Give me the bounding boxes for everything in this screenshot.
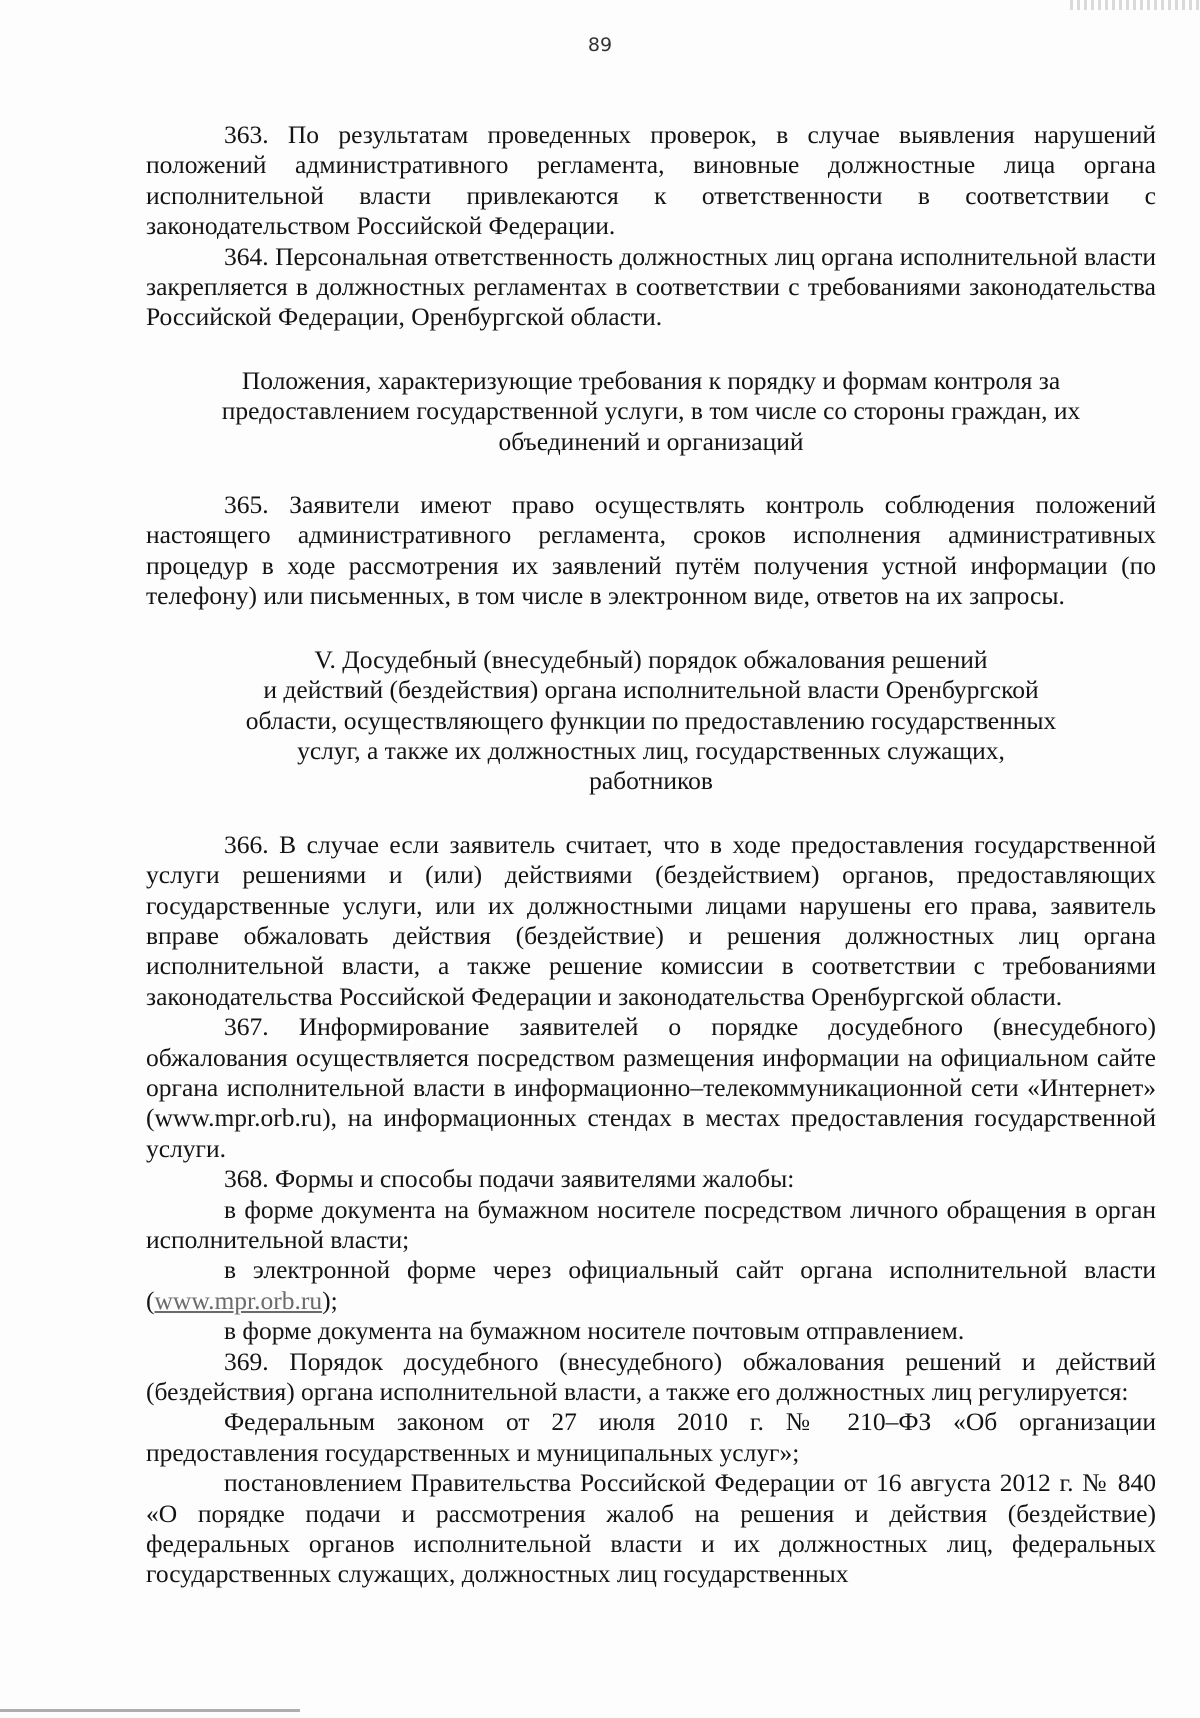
paragraph-368-postal-form: в форме документа на бумажном носителе почтовым отправлением. (224, 1316, 965, 1346)
paren-close: ); (322, 1285, 338, 1315)
page-number: 89 (587, 34, 613, 56)
page-content (146, 120, 1156, 1590)
control-heading (146, 366, 1156, 457)
section-gap (146, 333, 1156, 366)
scan-edge-artifact (0, 1709, 300, 1718)
paragraph-365: 365. Заявители имеют право осуществлять контроль соблюдения положений настоящего административного регламента, сроков исполнения административных процедур в ходе рассмотрения их заявлений путём получения устной информации (по телефону) или письменных, в том числе в электронном виде, ответов на их запросы. (146, 490, 1156, 611)
paragraph-366: 366. В случае если заявитель считает, что в ходе предоставления государственной услуги решениями и (или) действиями (бездействием) органов, предоставляющих государственные услуги, или их должностными лицами нарушены его права, заявитель вправе обжаловать действия (бездействие) и решения должностных лиц органа исполнительной власти, а также решение комиссии в соответствии с требованиями законодательства Российской Федерации и законодательства Оренбургской области. (146, 829, 1156, 1011)
section-v-heading-line: V. Досудебный (внесудебный) порядок обжалования решений (314, 644, 988, 674)
control-heading-line: предоставлением государственной услуги, в том числе со стороны граждан, их (221, 396, 1081, 426)
paragraph-363: 363. По результатам проведенных проверок, в случае выявления нарушений положений административного регламента, виновные должностные лица органа исполнительной власти привлекаются к ответственности в соответствии с законодательством Российской Федерации. (146, 120, 1156, 241)
section-gap (146, 612, 1156, 645)
electronic-form-text: в электронной форме через официальный сайт органа исполнительной власти (224, 1255, 1156, 1285)
section-v-heading-line: работников (589, 766, 713, 796)
paragraph-367: 367. Информирование заявителей о порядке досудебного (внесудебного) обжалования осуществляется посредством размещения информации на официальном сайте органа исполнительной власти в информационно–телекоммуникационной сети «Интернет» (www.mpr.orb.ru), на информационных стендах в местах предоставления государственной услуги. (146, 1012, 1156, 1163)
paragraph-368-paper-form: в форме документа на бумажном носителе посредством личного обращения в орган исполнительной власти; (146, 1194, 1156, 1254)
section-v-heading (146, 645, 1156, 797)
paragraph-368-electronic-form (146, 1255, 1156, 1316)
website-link[interactable]: www.mpr.orb.ru (154, 1285, 323, 1315)
section-v-heading-line: и действий (бездействия) органа исполнительной власти Оренбургской (263, 675, 1039, 705)
section-v-heading-line: услуг, а также их должностных лиц, государственных служащих, (297, 735, 1005, 765)
control-heading-line: Положения, характеризующие требования к порядку и формам контроля за (241, 365, 1061, 395)
section-v-heading-line: области, осуществляющего функции по предоставлению государственных (245, 705, 1057, 735)
control-heading-line: объединений и организаций (498, 426, 804, 456)
paragraph-369-federal-law: Федеральным законом от 27 июля 2010 г. № 210–ФЗ «Об организации предоставления государственных и муниципальных услуг»; (146, 1407, 1156, 1467)
paragraph-369-government-decree: постановлением Правительства Российской Федерации от 16 августа 2012 г. № 840 «О порядке подачи и рассмотрения жалоб на решения и действия (бездействие) федеральных органов исполнительной власти и их должностных лиц, федеральных государственных служащих, должностных лиц государственных (146, 1468, 1156, 1589)
paren-open: ( (146, 1285, 155, 1315)
paragraph-368: 368. Формы и способы подачи заявителями жалобы: (224, 1164, 795, 1194)
paragraph-364: 364. Персональная ответственность должностных лиц органа исполнительной власти закрепляется в должностных регламентах в соответствии с требованиями законодательства Российской Федерации, Оренбургской области. (146, 241, 1156, 332)
scan-edge-artifact (1070, 0, 1200, 10)
section-gap (146, 457, 1156, 490)
paragraph-369: 369. Порядок досудебного (внесудебного) обжалования решений и действий (бездействия) органа исполнительной власти, а также его должностных лиц регулируется: (146, 1346, 1156, 1407)
section-gap (146, 797, 1156, 830)
